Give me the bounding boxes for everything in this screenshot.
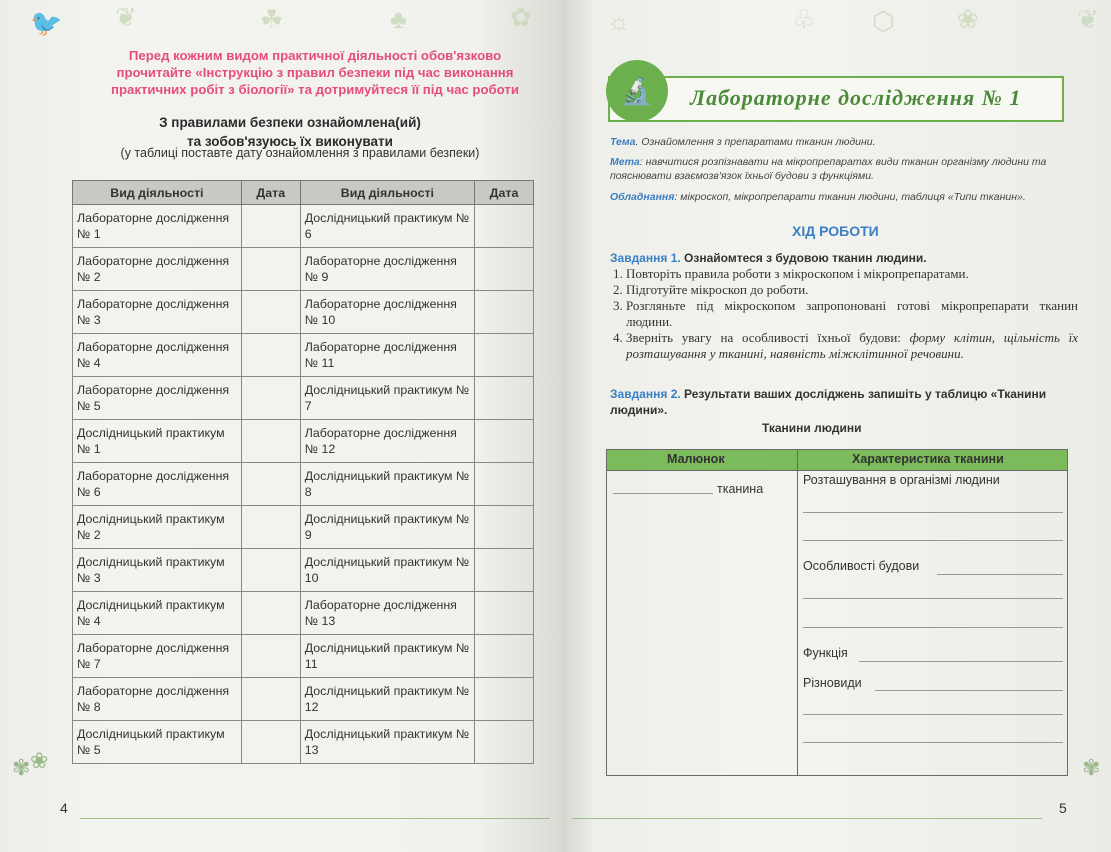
function-line[interactable] [859,661,1063,662]
activity-cell: Лабораторне дослідження № 10 [300,291,474,334]
date-cell[interactable] [241,678,300,721]
step-4-emphasis: форму клітин, щільність їх розташування у тканині, наявність міжклітинної речовини. [626,330,1078,361]
tree-icon: ♧ [792,4,816,34]
date-cell[interactable] [241,721,300,764]
header-date-1: Дата [241,181,300,205]
table-row [73,334,534,377]
activity-cell: Дослідницький практикум № 2 [73,506,242,549]
activity-cell: Дослідницький практикум № 10 [300,549,474,592]
activity-cell: Лабораторне дослідження № 5 [73,377,242,420]
activity-cell: Лабораторне дослідження № 13 [300,592,474,635]
sun-icon: ☼ [607,6,631,36]
topic-text: Ознайомлення з препаратами тканин людини. [641,136,876,148]
date-cell[interactable] [475,592,534,635]
varieties-line-3[interactable] [803,742,1063,743]
table-row [73,549,534,592]
column-divider [797,450,798,775]
flower-icon: ❀ [957,4,979,34]
location-label: Розташування в організмі людини [803,473,1000,487]
features-line-3[interactable] [803,627,1063,628]
step-1: 1. Повторіть правила роботи з мікроскопом і мікропрепаратами. [626,266,1078,282]
activity-cell: Лабораторне дослідження № 8 [73,678,242,721]
date-cell[interactable] [475,248,534,291]
activity-cell: Лабораторне дослідження № 2 [73,248,242,291]
step-2: 2. Підготуйте мікроскоп до роботи. [626,282,1078,298]
date-cell[interactable] [475,291,534,334]
footer-line [572,818,1042,819]
task-1-text: Ознайомтеся з будовою тканин людини. [684,251,927,265]
features-line-1[interactable] [937,574,1063,575]
goal-line: Мета: навчитися розпізнавати на мікропрепаратах види тканин організму людини та пояснювати взаємозв'язок їхньої будови з функціями. [610,156,1047,182]
features-line-2[interactable] [803,598,1063,599]
decorative-nature-band [0,0,560,42]
date-cell[interactable] [241,334,300,377]
safety-warning: Перед кожним видом практичної діяльності обов'язково прочитайте «Інструкцію з правил безпеки під час виконання практичних робіт з біології» та дотримуйтеся її під час роботи [111,48,519,97]
location-line-1[interactable] [803,512,1063,513]
table-row [73,420,534,463]
activity-cell: Лабораторне дослідження № 9 [300,248,474,291]
date-cell[interactable] [475,463,534,506]
location-line-2[interactable] [803,540,1063,541]
table-row [73,291,534,334]
table-row [73,377,534,420]
plant-icon: ♣ [390,4,408,34]
activity-cell: Дослідницький практикум № 11 [300,635,474,678]
activity-cell: Лабораторне дослідження № 1 [73,205,242,248]
header-characteristics: Характеристика тканини [852,452,1004,466]
date-cell[interactable] [475,205,534,248]
date-cell[interactable] [475,377,534,420]
header-date-2: Дата [475,181,534,205]
activity-cell: Лабораторне дослідження № 11 [300,334,474,377]
activity-cell: Дослідницький практикум № 13 [300,721,474,764]
varieties-label: Різновиди [803,676,862,690]
date-cell[interactable] [241,506,300,549]
varieties-line-1[interactable] [875,690,1063,691]
step-4-text: Зверніть увагу на особливості їхньої будови: [626,330,901,345]
turtle-icon: ☘ [260,4,284,34]
honeycomb-icon: ⬡ [872,6,895,36]
activity-cell: Дослідницький практикум № 1 [73,420,242,463]
equipment-text: мікроскоп, мікропрепарати тканин людини, таблиця «Типи тканин». [680,191,1026,203]
date-cell[interactable] [241,635,300,678]
activity-cell: Дослідницький практикум № 12 [300,678,474,721]
date-cell[interactable] [475,420,534,463]
step-3: 3. Розгляньте під мікроскопом запропоновані готові мікропрепарати тканин людини. [626,298,1078,330]
date-cell[interactable] [241,377,300,420]
topic-line: Тема. Ознайомлення з препаратами тканин людини. [610,136,876,148]
varieties-line-2[interactable] [803,714,1063,715]
activity-cell: Лабораторне дослідження № 7 [73,635,242,678]
agreement-line-1: З правилами безпеки ознайомлена(ий) [159,115,421,130]
date-cell[interactable] [241,549,300,592]
equipment-line: Обладнання: мікроскоп, мікропрепарати тканин людини, таблиця «Типи тканин». [610,191,1026,203]
table-row [73,678,534,721]
equipment-label: Обладнання [610,191,675,203]
agreement-line-2: та зобов'язуюсь їх виконувати [187,134,393,149]
date-cell[interactable] [241,205,300,248]
task-1-steps [610,266,1078,362]
page-number: 4 [60,800,68,816]
date-cell[interactable] [475,549,534,592]
butterfly-icon: ✿ [510,2,532,32]
header-activity-2: Вид діяльності [300,181,474,205]
date-cell[interactable] [241,291,300,334]
page-number: 5 [1059,800,1067,816]
goal-text: навчитися розпізнавати на мікропрепаратах види тканин організму людини та пояснювати взаємозв'язок їхньої будови з функціями. [610,156,1047,182]
activity-cell: Лабораторне дослідження № 4 [73,334,242,377]
table-row [73,205,534,248]
table-row [73,248,534,291]
activity-cell: Дослідницький практикум № 6 [300,205,474,248]
activity-cell: Дослідницький практикум № 4 [73,592,242,635]
task-2-text: Результати ваших досліджень запишіть у таблицю «Тканини людини». [610,387,1047,417]
date-cell[interactable] [475,721,534,764]
agreement-note: (у таблиці поставте дату ознайомлення з правилами безпеки) [120,146,480,160]
function-label: Функція [803,646,848,660]
header-drawing: Малюнок [667,452,725,466]
activity-cell: Дослідницький практикум № 5 [73,721,242,764]
table-row [73,592,534,635]
tissue-table-header [607,450,1067,471]
safety-date-table [72,180,534,764]
table-row [73,506,534,549]
activity-cell: Дослідницький практикум № 8 [300,463,474,506]
flower-icon: ❀ [30,748,49,773]
topic-label: Тема [610,136,636,148]
task-1-label: Завдання 1. [610,251,681,265]
tissue-label: тканина [717,482,764,496]
flower-icon: ✾ [12,755,31,780]
table-row [73,721,534,764]
date-cell[interactable] [241,463,300,506]
activity-cell: Лабораторне дослідження № 12 [300,420,474,463]
header-activity-1: Вид діяльності [73,181,242,205]
step-4 [626,330,1078,362]
date-cell[interactable] [241,420,300,463]
flower-icon: ✾ [1082,755,1101,780]
tissue-table [606,449,1068,776]
task-2-label: Завдання 2. [610,387,681,401]
lab-title: Лабораторне дослідження № 1 [690,85,1022,110]
lab-title-banner [608,76,1064,122]
footer-line [80,818,550,819]
date-cell[interactable] [475,635,534,678]
activity-cell: Дослідницький практикум № 3 [73,549,242,592]
activity-cell: Лабораторне дослідження № 6 [73,463,242,506]
procedure-heading: ХІД РОБОТИ [792,223,879,239]
date-cell[interactable] [475,678,534,721]
features-label: Особливості будови [803,559,920,573]
goal-label: Мета [610,156,640,168]
activity-cell: Дослідницький практикум № 9 [300,506,474,549]
task-2 [610,386,1064,418]
table-header-row [73,181,534,205]
microscope-icon: 🔬 [606,60,668,122]
tissue-name-blank[interactable] [613,493,713,494]
leaf-icon: ❦ [115,2,137,32]
bird-icon: 🐦 [30,8,63,38]
table-row [73,635,534,678]
leaf-icon: ❦ [1077,4,1099,34]
task-1 [610,250,1064,266]
decorative-nature-band [562,0,1111,42]
date-cell[interactable] [241,592,300,635]
table-row [73,463,534,506]
activity-cell: Лабораторне дослідження № 3 [73,291,242,334]
date-cell[interactable] [241,248,300,291]
activity-cell: Дослідницький практикум № 7 [300,377,474,420]
table-caption: Тканини людини [762,421,862,435]
right-page [562,0,1111,852]
date-cell[interactable] [475,506,534,549]
date-cell[interactable] [475,334,534,377]
